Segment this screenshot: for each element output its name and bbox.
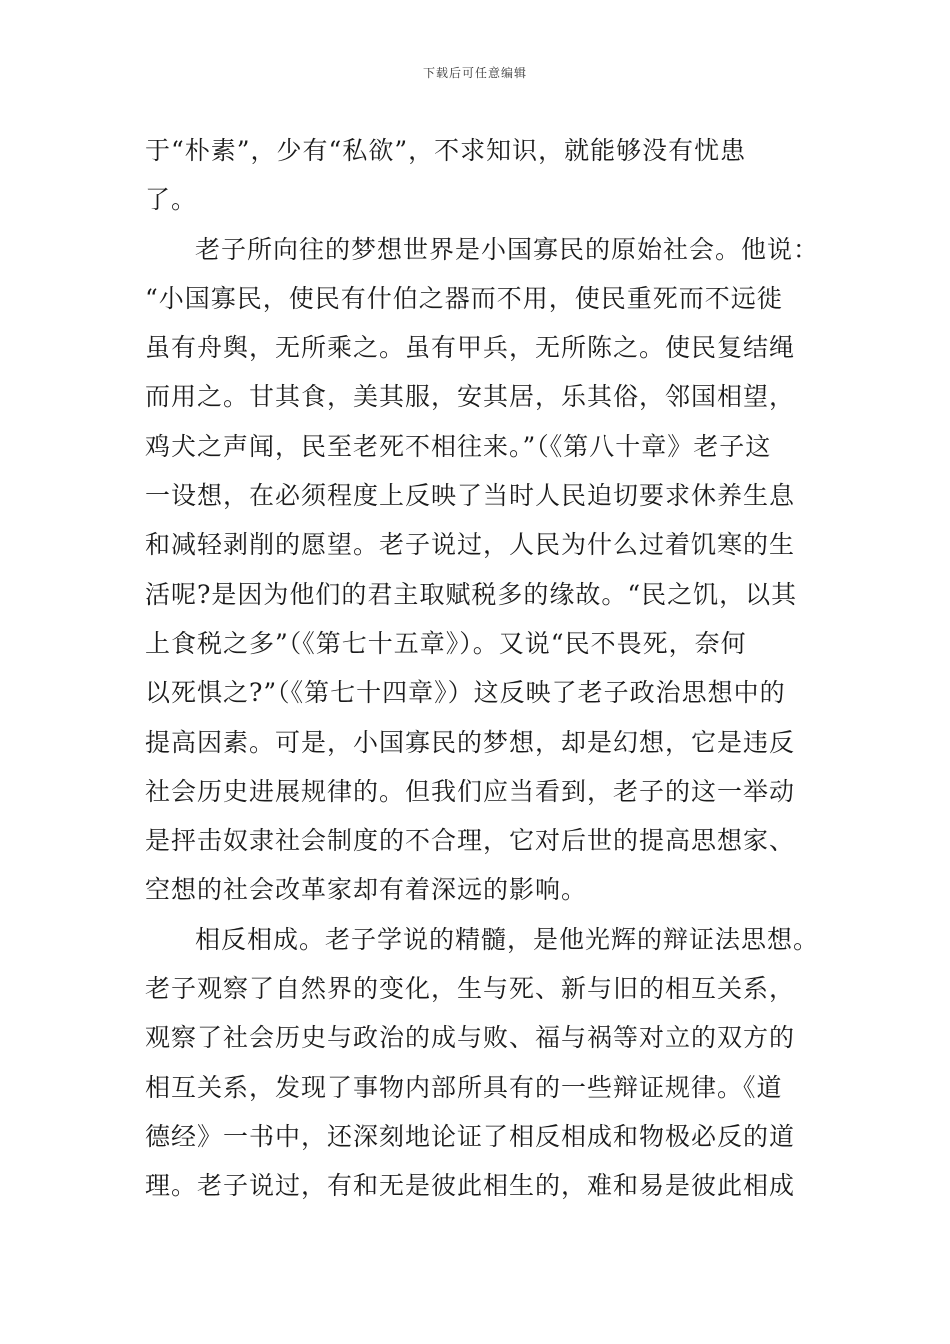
text-line: 而用之。甘其食，美其服，安其居，乐其俗，邻国相望， xyxy=(145,382,796,412)
text-line: 上食税之多”（《第七十五章》）。又说“民不畏死，奈何 xyxy=(145,628,747,658)
text-line: 理。老子说过，有和无是彼此相生的，难和易是彼此相成 xyxy=(145,1171,796,1201)
text-line: 了。 xyxy=(145,185,198,215)
text-line: 社会历史进展规律的。但我们应当看到，老子的这一举动 xyxy=(145,776,796,806)
text-line: 活呢?是因为他们的君主取赋税多的缘故。“民之饥，以其 xyxy=(145,579,798,609)
text-line: 相互关系，发现了事物内部所具有的一些辩证规律。《道 xyxy=(145,1072,783,1102)
text-line: 一设想，在必须程度上反映了当时人民迫切要求休养生息 xyxy=(145,481,796,511)
text-line: 是抨击奴隶社会制度的不合理，它对后世的提高思想家、 xyxy=(145,826,796,856)
text-line: 提高因素。可是，小国寡民的梦想，却是幻想，它是违反 xyxy=(145,727,796,757)
text-line: 和减轻剥削的愿望。老子说过，人民为什么过着饥寒的生 xyxy=(145,530,796,560)
page-header: 下载后可任意编辑 xyxy=(422,66,527,80)
text-line: 观察了社会历史与政治的成与败、福与祸等对立的双方的 xyxy=(145,1023,796,1053)
paragraph-start-line: 相反相成。老子学说的精髓，是他光辉的辩证法思想。 xyxy=(195,924,820,954)
text-line: 德经》一书中，还深刻地论证了相反相成和物极必反的道 xyxy=(145,1121,796,1151)
text-line: 老子观察了自然界的变化，生与死、新与旧的相互关系， xyxy=(145,974,796,1004)
paragraph-start-line: 老子所向往的梦想世界是小国寡民的原始社会。他说： xyxy=(195,234,820,264)
text-line: 于“朴素”，少有“私欲”，不求知识，就能够没有忧患 xyxy=(145,136,747,165)
text-line: 鸡犬之声闻，民至老死不相往来。”（《第八十章》老子这 xyxy=(145,431,772,461)
text-line: “小国寡民，使民有什伯之器而不用，使民重死而不远徙 xyxy=(145,283,783,313)
text-line: 空想的社会改革家却有着深远的影响。 xyxy=(145,875,588,905)
text-line: 虽有舟舆，无所乘之。虽有甲兵，无所陈之。使民复结绳 xyxy=(145,333,796,363)
text-line: 以死惧之?”（《第七十四章》）这反映了老子政治思想中的 xyxy=(145,678,786,708)
document-body xyxy=(145,126,825,1211)
